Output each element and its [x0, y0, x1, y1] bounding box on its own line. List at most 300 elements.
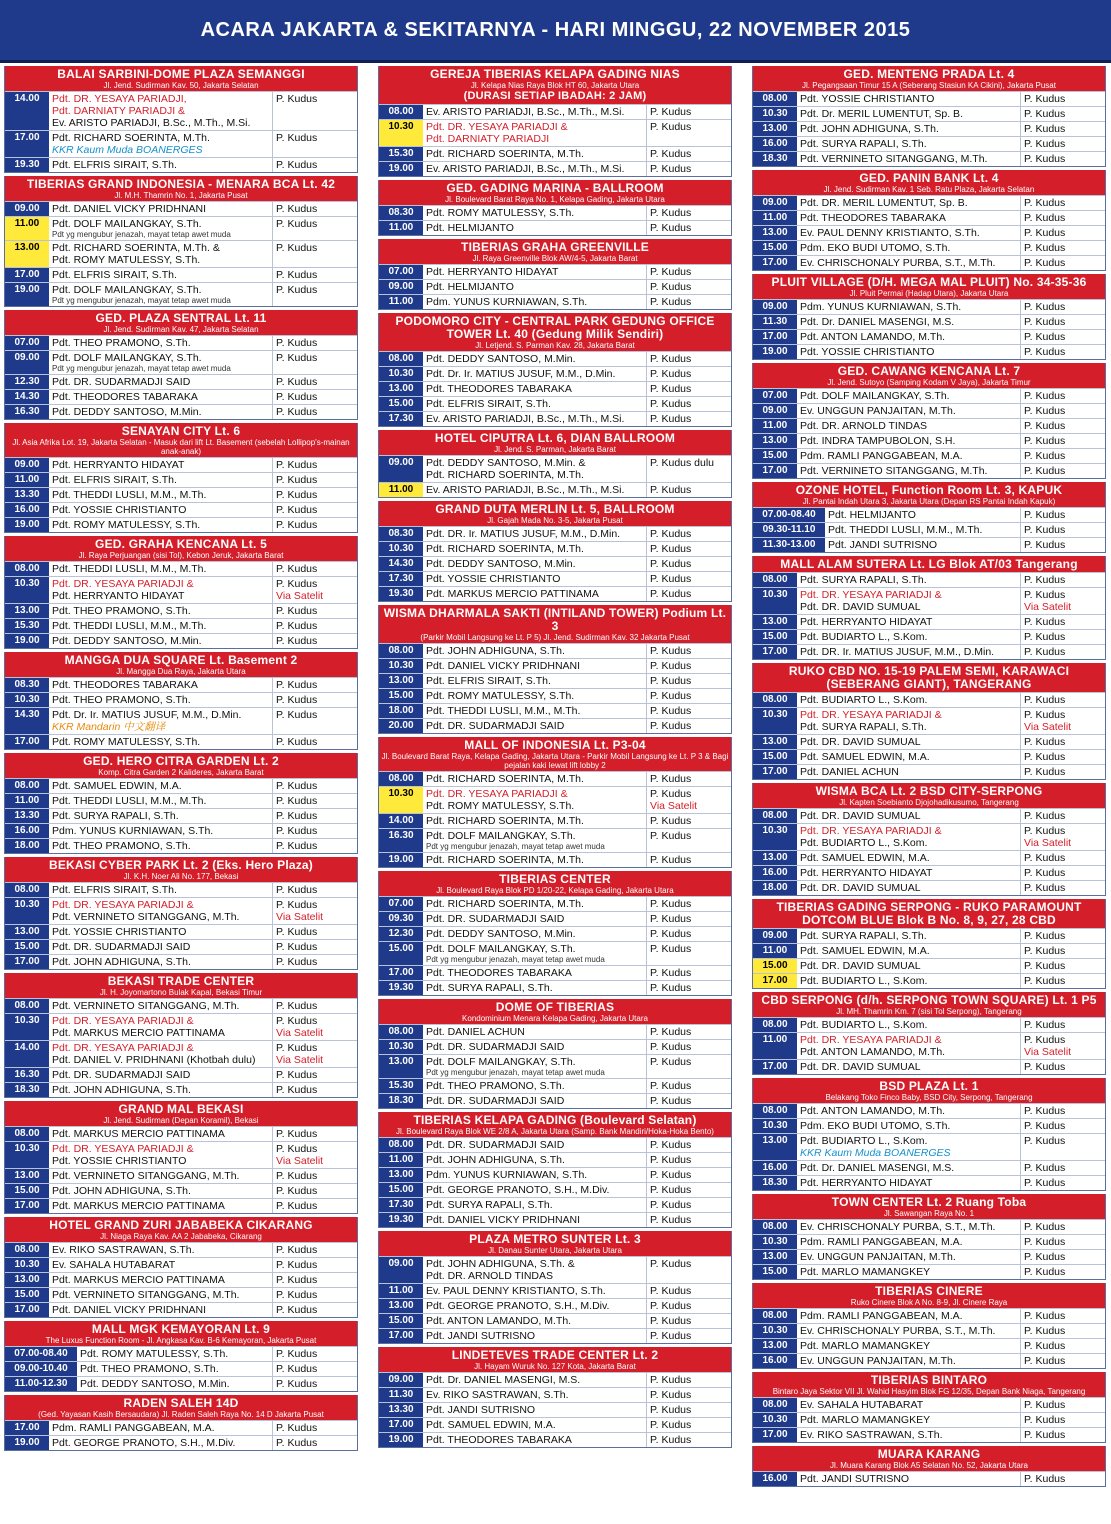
service-time: 16.00: [753, 1472, 797, 1486]
preacher-name: Pdt. DR. ARNOLD TINDAS: [800, 420, 928, 432]
service-type: P. Kudus: [650, 675, 692, 687]
preacher-note: Pdt yg mengubur jenazah, mayat tetap awet muda: [52, 296, 231, 305]
service-type: P. Kudus: [650, 830, 692, 842]
preacher-name: Pdt. HERRYANTO HIDAYAT: [800, 616, 933, 628]
venue-address: Jl. H. Joyomartono Bulak Kapal, Bekasi Timur: [99, 988, 263, 997]
service-type: P. Kudus: [1024, 524, 1066, 536]
preacher-cell: [423, 206, 647, 220]
service-type-cell: [1021, 226, 1105, 240]
schedule-row: [5, 793, 357, 808]
service-time: 18.00: [379, 704, 423, 718]
service-type: P. Kudus: [276, 242, 318, 254]
preacher-cell: [77, 1362, 273, 1376]
preacher-cell: [797, 464, 1021, 478]
preacher-note: Pdt yg mengubur jenazah, mayat tetap awet muda: [52, 230, 231, 239]
service-type-cell: [647, 295, 731, 309]
service-type-cell: [647, 397, 731, 411]
service-time: 13.00: [5, 1169, 49, 1183]
service-type: P. Kudus: [650, 1139, 692, 1151]
schedule-row: [5, 1082, 357, 1097]
preacher-cell: [423, 1373, 647, 1387]
schedule-row: [753, 1264, 1105, 1279]
preacher-cell: [797, 1309, 1021, 1323]
service-time: 13.00: [753, 226, 797, 240]
service-type: P. Kudus: [1024, 242, 1066, 254]
service-type-cell: [647, 105, 731, 119]
preacher-cell: [423, 1388, 647, 1402]
venue-title: MALL MGK KEMAYORAN Lt. 9: [91, 1322, 271, 1336]
preacher-name: Pdt. HERRYANTO HIDAYAT: [800, 1177, 933, 1189]
venue-block: [378, 605, 732, 734]
schedule-row: [379, 1212, 731, 1227]
preacher-cell: [423, 382, 647, 396]
preacher-name: Pdt. GEORGE PRANOTO, S.H., M.Div.: [52, 1437, 236, 1449]
service-type-cell: [273, 1362, 357, 1376]
venue-header: [5, 536, 357, 561]
service-type-cell: [1021, 809, 1105, 823]
service-time: 08.00: [379, 352, 423, 366]
service-type: P. Kudus: [1024, 1135, 1066, 1147]
service-time: 13.00: [5, 241, 49, 267]
preacher-name: Pdt. DR. YESAYA PARIADJI &: [800, 709, 942, 721]
preacher-name: Pdm. RAMLI PANGGABEAN, M.A.: [800, 450, 963, 462]
service-type: P. Kudus: [276, 679, 318, 691]
service-time: 13.00: [753, 434, 797, 448]
venue-title: GED. MENTENG PRADA Lt. 4: [843, 67, 1015, 81]
schedule-row: [379, 786, 731, 813]
preacher-name: Pdt. BUDIARTO L., S.Kom.: [800, 837, 928, 849]
preacher-cell: [423, 897, 647, 911]
preacher-cell: [49, 604, 273, 618]
schedule-row: [5, 502, 357, 517]
venue-block: [378, 737, 732, 868]
venue-header: [379, 180, 731, 205]
service-type: P. Kudus: [276, 1437, 318, 1449]
service-type: P. Kudus: [1024, 420, 1066, 432]
service-time: 13.00: [5, 925, 49, 939]
schedule-row: [753, 880, 1105, 895]
service-type-cell: [1021, 256, 1105, 270]
service-type-cell: [1021, 1309, 1105, 1323]
service-type-cell: [273, 158, 357, 172]
service-type-cell: [1021, 1033, 1105, 1059]
service-time: 13.00: [753, 851, 797, 865]
schedule-row: [5, 1183, 357, 1198]
preacher-name: KKR Kaum Muda BOANERGES: [800, 1147, 951, 1159]
service-type-cell: [273, 1377, 357, 1391]
service-time: 15.00: [753, 959, 797, 973]
schedule-row: [753, 865, 1105, 880]
service-time: 17.00: [5, 1303, 49, 1317]
preacher-cell: [797, 1060, 1021, 1074]
service-type: P. Kudus: [276, 810, 318, 822]
service-type: P. Kudus: [650, 943, 692, 955]
service-type: P. Kudus: [650, 1258, 692, 1270]
service-time: 10.30: [5, 1258, 49, 1272]
preacher-cell: [49, 92, 273, 130]
preacher-name: Pdt. JOHN ADHIGUNA, S.Th.: [426, 645, 565, 657]
preacher-cell: [49, 1436, 273, 1450]
service-type: Via Satelit: [276, 911, 324, 923]
schedule-row: [5, 374, 357, 389]
preacher-name: Pdt. ROMY MATULESSY, S.Th.: [80, 1348, 229, 1360]
schedule-row: [753, 537, 1105, 552]
service-time: 20.00: [379, 719, 423, 733]
preacher-name: Pdm. RAMLI PANGGABEAN, M.A.: [800, 1310, 963, 1322]
schedule-row: [753, 507, 1105, 522]
schedule-row: [5, 389, 357, 404]
venue-header: [753, 1372, 1105, 1397]
schedule-row: [5, 1420, 357, 1435]
venue-address: Jl. Muara Karang Blok A5 Selatan No. 52, Jakarta Utara: [830, 1461, 1028, 1470]
preacher-cell: [797, 92, 1021, 106]
service-type: P. Kudus: [276, 1422, 318, 1434]
service-type: P. Kudus: [650, 148, 692, 160]
service-type-cell: [647, 1314, 731, 1328]
preacher-cell: [49, 1169, 273, 1183]
service-time: 13.00: [5, 604, 49, 618]
preacher-cell: [49, 158, 273, 172]
schedule-row: [379, 643, 731, 658]
schedule-row: [753, 587, 1105, 614]
venue-title: GEREJA TIBERIAS KELAPA GADING NIAS: [430, 67, 680, 81]
service-type: P. Kudus: [276, 825, 318, 837]
service-time: 10.30: [379, 542, 423, 556]
preacher-cell: [49, 839, 273, 853]
preacher-name: Pdt. RICHARD SOERINTA, M.Th.: [426, 898, 584, 910]
venue-block: [4, 1101, 358, 1214]
schedule-row: [379, 455, 731, 482]
schedule-row: [379, 279, 731, 294]
preacher-name: Ev. SAHALA HUTABARAT: [800, 1399, 924, 1411]
preacher-cell: [797, 1176, 1021, 1190]
preacher-cell: [423, 105, 647, 119]
preacher-name: Pdt. Dr. MERIL LUMENTUT, Sp. B.: [800, 108, 963, 120]
service-type: P. Kudus: [276, 1084, 318, 1096]
service-type-cell: [273, 562, 357, 576]
service-type: P. Kudus: [1024, 945, 1066, 957]
schedule-row: [753, 1219, 1105, 1234]
schedule-row: [5, 130, 357, 157]
preacher-name: Pdt. ELFRIS SIRAIT, S.Th.: [52, 474, 177, 486]
preacher-name: Pdt. JANDI SUTRISNO: [828, 539, 938, 551]
service-time: 13.00: [379, 674, 423, 688]
service-type: P. Kudus: [650, 854, 692, 866]
preacher-cell: [49, 217, 273, 240]
preacher-cell: [423, 1168, 647, 1182]
schedule-row: [379, 1167, 731, 1182]
venue-header: [5, 857, 357, 882]
schedule-row: [5, 1040, 357, 1067]
preacher-name: Pdt. HELMIJANTO: [426, 222, 514, 234]
preacher-name: Pdt. DOLF MAILANGKAY, S.Th.: [426, 943, 576, 955]
service-time: 10.30: [753, 824, 797, 850]
preacher-name: Pdt. MARKUS MERCIO PATTINAMA: [52, 1274, 225, 1286]
service-type-cell: [1021, 241, 1105, 255]
preacher-cell: [797, 1398, 1021, 1412]
preacher-name: Pdt. DR. SUDARMADJI SAID: [52, 941, 191, 953]
preacher-name: Pdt. THEODORES TABARAKA: [800, 212, 946, 224]
service-time: 08.00: [753, 92, 797, 106]
preacher-cell: [797, 866, 1021, 880]
service-type-cell: [1021, 1265, 1105, 1279]
service-time: 08.00: [753, 1220, 797, 1234]
preacher-name: Pdt. HERRYANTO HIDAYAT: [52, 590, 185, 602]
schedule-row: [753, 151, 1105, 166]
preacher-cell: [797, 137, 1021, 151]
preacher-name: Pdm. RAMLI PANGGABEAN, M.A.: [52, 1422, 215, 1434]
service-type: P. Kudus: [1024, 646, 1066, 658]
service-type-cell: [647, 704, 731, 718]
venue-block: [378, 1231, 732, 1344]
service-time: 13.30: [379, 1403, 423, 1417]
service-type: P. Kudus: [1024, 1429, 1066, 1441]
service-type: P. Kudus: [1024, 93, 1066, 105]
preacher-cell: [49, 693, 273, 707]
schedule-row: [379, 828, 731, 852]
service-time: 09.00: [753, 404, 797, 418]
venue-address: Jl. Hayam Wuruk No. 127 Kota, Jakarta Barat: [474, 1362, 636, 1371]
service-type-cell: [647, 1153, 731, 1167]
service-type: P. Kudus: [276, 694, 318, 706]
service-type: P. Kudus: [1024, 108, 1066, 120]
venue-header: [379, 999, 731, 1024]
schedule-row: [379, 1152, 731, 1167]
schedule-row: [5, 457, 357, 472]
service-time: 11.00: [5, 473, 49, 487]
venue-header: [5, 66, 357, 91]
venue-header: [753, 1446, 1105, 1471]
schedule-column-middle: [378, 66, 732, 1518]
service-time: 15.00: [379, 1314, 423, 1328]
service-time: 07.00: [5, 336, 49, 350]
service-type-cell: [273, 1199, 357, 1213]
preacher-name: KKR Mandarin 中文翻译: [52, 721, 166, 733]
preacher-name: Pdt. MARKUS MERCIO PATTINAMA: [52, 1128, 225, 1140]
service-type-cell: [273, 604, 357, 618]
preacher-name: Pdt. HERRYANTO HIDAYAT: [426, 266, 559, 278]
schedule-row: [753, 1118, 1105, 1133]
preacher-name: Pdt. THEO PRAMONO, S.Th.: [52, 605, 191, 617]
schedule-row: [753, 314, 1105, 329]
service-type-cell: [647, 966, 731, 980]
preacher-cell: [49, 1273, 273, 1287]
preacher-name: Pdt. DOLF MAILANGKAY, S.Th.: [426, 1056, 576, 1068]
preacher-name: Pdt. SURYA RAPALI, S.Th.: [800, 930, 927, 942]
preacher-cell: [797, 196, 1021, 210]
service-type-cell: [273, 1184, 357, 1198]
service-type: P. Kudus: [276, 391, 318, 403]
service-type-cell: [647, 644, 731, 658]
preacher-name: Pdt. BUDIARTO L., S.Kom.: [800, 975, 928, 987]
service-type: P. Kudus: [1024, 709, 1066, 721]
preacher-name: Pdt. JOHN ADHIGUNA, S.Th. &: [426, 1258, 575, 1270]
preacher-cell: [797, 1413, 1021, 1427]
service-type: P. Kudus: [650, 368, 692, 380]
preacher-cell: [49, 351, 273, 374]
venue-title: RADEN SALEH 14D: [123, 1396, 239, 1410]
service-time: 16.00: [753, 1161, 797, 1175]
preacher-cell: [423, 412, 647, 426]
preacher-name: Pdt. THEO PRAMONO, S.Th.: [80, 1363, 219, 1375]
schedule-row: [5, 1242, 357, 1257]
venue-block: [752, 1194, 1106, 1280]
service-type: P. Kudus: [276, 218, 318, 230]
preacher-name: Pdt. DR. YESAYA PARIADJI &: [52, 1015, 194, 1027]
service-type: P. Kudus: [650, 1300, 692, 1312]
service-type: P. Kudus: [276, 1200, 318, 1212]
service-time: 08.30: [5, 678, 49, 692]
service-time: 18.30: [753, 152, 797, 166]
service-type: P. Kudus: [276, 736, 318, 748]
schedule-row: [379, 586, 731, 601]
service-type-cell: [647, 587, 731, 601]
service-time: 07.00-08.40: [753, 508, 825, 522]
service-type: P. Kudus: [1024, 867, 1066, 879]
service-time: 14.00: [5, 1041, 49, 1067]
preacher-cell: [77, 1347, 273, 1361]
schedule-row: [753, 522, 1105, 537]
service-type: P. Kudus: [1024, 1310, 1066, 1322]
service-time: 15.00: [5, 940, 49, 954]
schedule-row: [753, 1338, 1105, 1353]
preacher-cell: [49, 809, 273, 823]
service-type-cell: [1021, 1134, 1105, 1160]
preacher-name: Pdt. DR. YESAYA PARIADJI &: [52, 1143, 194, 1155]
preacher-cell: [49, 473, 273, 487]
preacher-cell: [423, 1153, 647, 1167]
service-time: 08.30: [379, 206, 423, 220]
service-time: 08.00: [753, 1104, 797, 1118]
venue-block: [378, 1112, 732, 1228]
preacher-cell: [423, 719, 647, 733]
service-type-cell: [1021, 959, 1105, 973]
service-type: P. Kudus: [650, 967, 692, 979]
service-time: 17.00: [5, 1421, 49, 1435]
venue-block: [4, 973, 358, 1098]
preacher-name: Pdt. DR. SUDARMADJI SAID: [426, 913, 565, 925]
preacher-name: Pdt. DR. YESAYA PARIADJI &: [52, 578, 194, 590]
service-type: P. Kudus: [650, 1095, 692, 1107]
preacher-cell: [423, 981, 647, 995]
preacher-cell: [797, 449, 1021, 463]
preacher-name: Pdt. DOLF MAILANGKAY, S.Th.: [52, 218, 202, 230]
schedule-row: [379, 556, 731, 571]
preacher-name: Pdt. SAMUEL EDWIN, M.A.: [800, 751, 930, 763]
preacher-cell: [77, 1377, 273, 1391]
schedule-row: [5, 823, 357, 838]
preacher-cell: [423, 659, 647, 673]
preacher-name: Pdt. DANIEL VICKY PRIDHNANI: [52, 1304, 207, 1316]
service-time: 19.00: [379, 853, 423, 867]
service-type-cell: [647, 120, 731, 146]
preacher-name: Pdt. INDRA TAMPUBOLON, S.H.: [800, 435, 956, 447]
preacher-name: Pdt. DR. DAVID SUMUAL: [800, 960, 921, 972]
service-type: P. Kudus: [650, 1041, 692, 1053]
service-type-cell: [273, 217, 357, 240]
schedule-row: [379, 411, 731, 426]
schedule-row: [753, 572, 1105, 587]
service-type: P. Kudus: [1024, 227, 1066, 239]
schedule-row: [5, 734, 357, 749]
preacher-name: Pdt. THEODORES TABARAKA: [426, 383, 572, 395]
preacher-cell: [49, 619, 273, 633]
schedule-row: [753, 764, 1105, 779]
service-type-cell: [1021, 693, 1105, 707]
service-time: 09.00: [753, 929, 797, 943]
venue-header: [753, 363, 1105, 388]
preacher-cell: [797, 1119, 1021, 1133]
preacher-name: Pdt. DEDDY SANTOSO, M.Min. &: [426, 457, 586, 469]
service-type-cell: [273, 999, 357, 1013]
service-time: 15.00: [753, 1265, 797, 1279]
venue-title: TOWN CENTER Lt. 2 Ruang Toba: [831, 1195, 1027, 1209]
service-time: 08.00: [379, 772, 423, 786]
service-type-cell: [273, 336, 357, 350]
schedule-row: [5, 618, 357, 633]
service-time: 11.00: [753, 944, 797, 958]
preacher-name: Pdt. JANDI SUTRISNO: [426, 1404, 536, 1416]
venue-title: BEKASI TRADE CENTER: [107, 974, 255, 988]
service-time: 14.00: [5, 92, 49, 130]
preacher-cell: [797, 1354, 1021, 1368]
schedule-row: [379, 161, 731, 176]
preacher-cell: [423, 942, 647, 965]
venue-address: Jl. Raya Perjuangan (sisi Tol), Kebon Jeruk, Jakarta Barat: [78, 551, 284, 560]
preacher-cell: [797, 1428, 1021, 1442]
service-type: Via Satelit: [276, 590, 324, 602]
service-type: P. Kudus: [650, 484, 692, 496]
schedule-row: [753, 210, 1105, 225]
preacher-cell: [797, 1220, 1021, 1234]
service-type-cell: [273, 883, 357, 897]
venue-header: [379, 1347, 731, 1372]
service-type: P. Kudus: [650, 982, 692, 994]
service-type-cell: [273, 925, 357, 939]
service-type-cell: [647, 542, 731, 556]
schedule-row: [379, 911, 731, 926]
schedule-row: [753, 1032, 1105, 1059]
schedule-row: [753, 329, 1105, 344]
service-type: P. Kudus: [1024, 1019, 1066, 1031]
service-type: P. Kudus: [276, 709, 318, 721]
preacher-name: Pdt. VERNINETO SITANGGANG, M.Th.: [52, 1000, 240, 1012]
service-type: P. Kudus: [1024, 825, 1066, 837]
service-type: P. Kudus: [276, 780, 318, 792]
service-type: P. Kudus: [650, 1434, 692, 1446]
schedule-row: [753, 1323, 1105, 1338]
service-time: 08.00: [5, 1127, 49, 1141]
preacher-cell: [49, 1184, 273, 1198]
service-type-cell: [273, 351, 357, 374]
service-type: P. Kudus: [1024, 1061, 1066, 1073]
schedule-row: [753, 225, 1105, 240]
service-type: P. Kudus: [650, 398, 692, 410]
venue-header: [753, 170, 1105, 195]
service-type-cell: [273, 503, 357, 517]
service-time: 13.00: [379, 1168, 423, 1182]
preacher-name: Pdt. YOSSIE CHRISTIANTO: [426, 573, 561, 585]
preacher-name: Pdt. GEORGE PRANOTO, S.H., M.Div.: [426, 1184, 610, 1196]
schedule-row: [379, 1256, 731, 1283]
service-type: P. Kudus: [650, 788, 692, 800]
preacher-name: Pdt. JANDI SUTRISNO: [426, 1330, 536, 1342]
preacher-name: Pdt. DANIEL VICKY PRIDHNANI: [426, 1214, 581, 1226]
preacher-cell: [423, 147, 647, 161]
service-type-cell: [273, 268, 357, 282]
service-type: P. Kudus: [276, 474, 318, 486]
preacher-cell: [423, 120, 647, 146]
